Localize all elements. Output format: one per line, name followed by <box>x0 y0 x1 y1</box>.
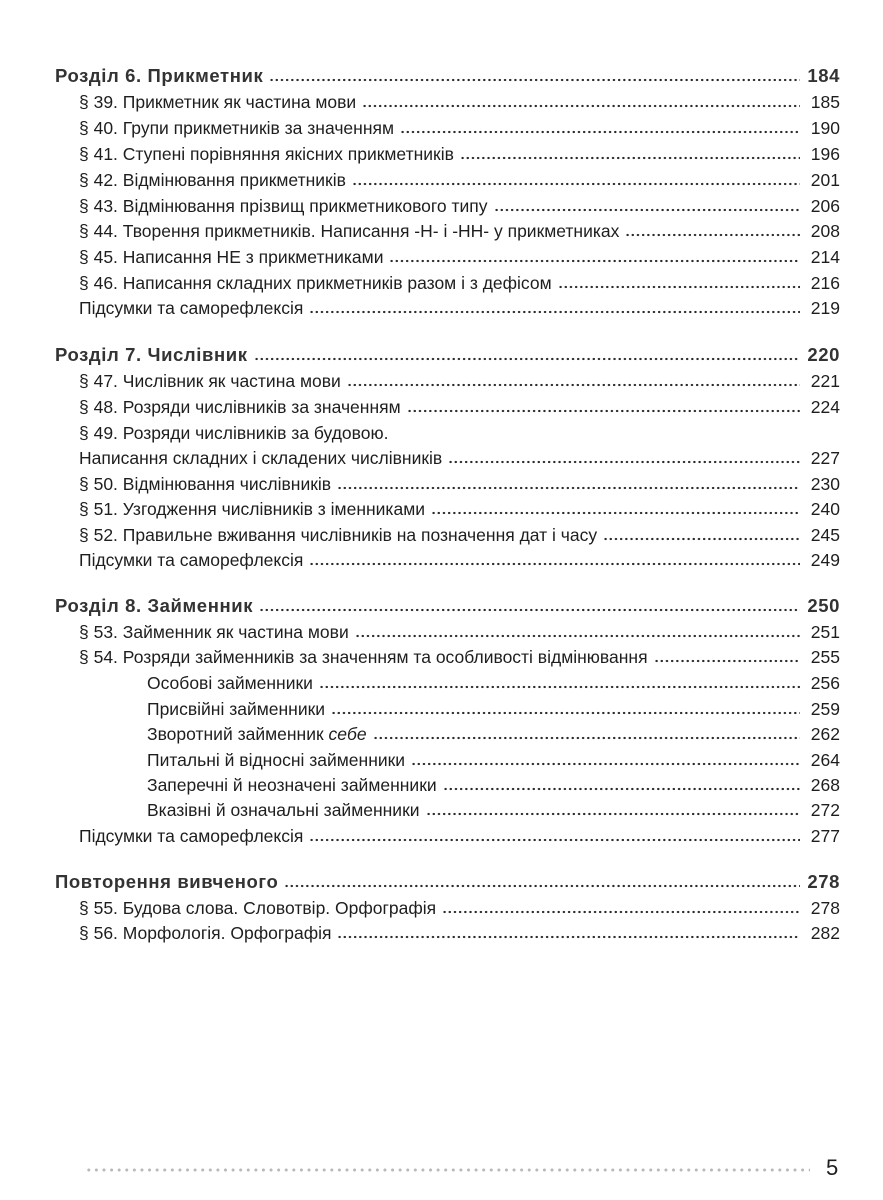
dot-leader <box>362 103 800 109</box>
dot-leader <box>284 883 800 889</box>
toc-entry-title <box>79 523 597 547</box>
toc-entry <box>79 497 840 521</box>
footer-dotted-rule <box>85 1167 810 1173</box>
toc-entry <box>79 896 840 920</box>
toc-entry <box>79 548 840 572</box>
dot-leader <box>394 434 800 440</box>
toc-page-number: 227 <box>810 448 840 468</box>
toc-page-number: 259 <box>810 699 840 719</box>
dot-leader <box>309 561 800 567</box>
toc-page-number: 230 <box>810 474 840 494</box>
toc-page-number: 278 <box>807 871 840 892</box>
toc-entry-label: § 53. Займенник як частина мови <box>79 622 349 642</box>
dot-leader <box>331 710 800 716</box>
toc-page-number: 184 <box>807 65 840 86</box>
dot-leader <box>259 607 800 613</box>
toc-entry-title <box>147 773 437 797</box>
toc-subentry <box>147 748 840 772</box>
toc-entry-title <box>79 645 648 669</box>
toc-subentry <box>147 722 840 746</box>
toc-entry-title <box>79 824 303 848</box>
toc-entry-label: Зворотний займенник <box>147 724 324 744</box>
toc-entry-title <box>79 168 346 192</box>
toc-page-number: 221 <box>810 371 840 391</box>
toc-entry-label: Розділ 8. Займенник <box>55 595 254 616</box>
toc-page-number: 208 <box>810 221 840 241</box>
toc-page-number: 268 <box>810 775 840 795</box>
toc-entry <box>79 446 840 470</box>
toc-entry-title <box>79 472 331 496</box>
dot-leader <box>407 408 800 414</box>
dot-leader <box>347 382 800 388</box>
dot-leader <box>426 811 800 817</box>
dot-leader <box>309 837 800 843</box>
dot-leader <box>448 459 800 465</box>
toc-entry-label: Підсумки та саморефлексія <box>79 298 304 318</box>
toc-entry-label: § 52. Правильне вживання числівників на позначення дат і часу <box>79 525 598 545</box>
toc-entry-title <box>79 548 303 572</box>
toc-entry-label: § 45. Написання НЕ з прикметниками <box>79 247 384 267</box>
toc-page-number: 255 <box>810 647 840 667</box>
toc-entry <box>79 395 840 419</box>
toc-page-number: 282 <box>810 923 840 943</box>
toc-entry-title <box>79 90 356 114</box>
dot-leader <box>603 536 800 542</box>
toc-entry-title <box>147 722 367 746</box>
toc-entry <box>79 271 840 295</box>
toc-section-heading <box>55 64 840 88</box>
toc-entry-title <box>79 116 394 140</box>
toc-entry-label: § 56. Морфологія. Орфографія <box>79 923 332 943</box>
toc-section-heading <box>55 870 840 894</box>
toc-entry <box>79 472 840 496</box>
toc-page-number: 251 <box>810 622 840 642</box>
toc-entry <box>79 523 840 547</box>
toc-entry-title <box>79 497 425 521</box>
dot-leader <box>389 258 800 264</box>
toc-entry-label: § 43. Відмінювання прізвищ прикметникового типу <box>79 196 488 216</box>
toc-entry-label: Розділ 6. Прикметник <box>55 65 264 86</box>
dot-leader <box>411 761 800 767</box>
toc-page-number: 256 <box>810 673 840 693</box>
toc-entry-label: Розділ 7. Числівник <box>55 344 248 365</box>
toc-entry-label: § 40. Групи прикметників за значенням <box>79 118 394 138</box>
toc-entry-label: Підсумки та саморефлексія <box>79 826 304 846</box>
dot-leader <box>337 934 800 940</box>
toc-entry-label: § 41. Ступені порівняння якісних прикметників <box>79 144 454 164</box>
toc-page-number: 220 <box>807 344 840 365</box>
dot-leader <box>254 356 800 362</box>
toc-entry-title <box>55 594 253 618</box>
toc-entry-title <box>147 748 405 772</box>
dot-leader <box>352 181 800 187</box>
toc-entry-label: § 49. Розряди числівників за будовою. <box>79 423 389 443</box>
toc-entry-label: § 42. Відмінювання прикметників <box>79 170 346 190</box>
toc-entry-label: Особові займенники <box>147 673 313 693</box>
toc-entry <box>79 219 840 243</box>
toc-entry-title <box>79 245 383 269</box>
toc-entry-label: § 54. Розряди займенників за значенням та особливості відмінювання <box>79 647 648 667</box>
toc-entry-label-italic: себе <box>328 724 367 744</box>
page-number: 5 <box>826 1155 839 1180</box>
toc-subentry <box>147 671 840 695</box>
toc-entry-label: Повторення вивченого <box>55 871 279 892</box>
toc-entry <box>79 620 840 644</box>
toc-entry-title <box>79 921 331 945</box>
dot-leader <box>309 309 800 315</box>
dot-leader <box>558 284 800 290</box>
toc-entry-label: Заперечні й неозначені займенники <box>147 775 437 795</box>
toc-entry-title <box>55 343 248 367</box>
toc-entry-label: § 39. Прикметник як частина мови <box>79 92 357 112</box>
toc-entry <box>79 421 840 445</box>
dot-leader <box>269 77 800 83</box>
dot-leader <box>443 786 800 792</box>
dot-leader <box>460 155 800 161</box>
toc-page-number: 240 <box>810 499 840 519</box>
toc-entry-title <box>79 369 341 393</box>
toc-entry <box>79 921 840 945</box>
toc-entry-title <box>79 620 349 644</box>
toc-entry-title <box>79 142 454 166</box>
toc-entry <box>79 645 840 669</box>
toc-entry-label: § 44. Творення прикметників. Написання -Н- і -НН- у прикметниках <box>79 221 620 241</box>
toc-entry-title <box>147 697 325 721</box>
toc-entry <box>79 116 840 140</box>
toc-entry <box>79 194 840 218</box>
toc-entry-title <box>147 671 313 695</box>
toc-entry-title <box>55 64 263 88</box>
toc-entry-label: Написання складних і складених числівників <box>79 448 443 468</box>
toc-entry-label: § 47. Числівник як частина мови <box>79 371 341 391</box>
toc-entry-label: Присвійні займенники <box>147 699 326 719</box>
toc-subentry <box>147 798 840 822</box>
dot-leader <box>319 684 800 690</box>
toc-entry <box>79 90 840 114</box>
toc-page-number: 277 <box>810 826 840 846</box>
toc-entry-title <box>79 395 401 419</box>
toc-entry-label: Вказівні й означальні займенники <box>147 800 420 820</box>
dot-leader <box>442 909 800 915</box>
toc-entry <box>79 142 840 166</box>
toc-entry-title <box>79 896 436 920</box>
toc-entry-title <box>79 219 619 243</box>
toc-entry-label: § 46. Написання складних прикметників разом і з дефісом <box>79 273 552 293</box>
toc-page-number: 190 <box>810 118 840 138</box>
dot-leader <box>373 735 800 741</box>
toc-section-heading <box>55 594 840 618</box>
toc-page-number: 214 <box>810 247 840 267</box>
toc-entry-label: § 55. Будова слова. Словотвір. Орфографія <box>79 898 437 918</box>
toc-entry-title <box>79 194 488 218</box>
toc-page-number: 206 <box>810 196 840 216</box>
toc-entry <box>79 824 840 848</box>
toc-entry-title <box>79 271 552 295</box>
toc-page-number: 224 <box>810 397 840 417</box>
toc-page-number: 216 <box>810 273 840 293</box>
toc-entry-title <box>79 296 303 320</box>
toc-entry-title <box>79 446 442 470</box>
dot-leader <box>625 232 800 238</box>
toc-page-number: 262 <box>810 724 840 744</box>
toc-page-number: 264 <box>810 750 840 770</box>
toc-page-number: 185 <box>810 92 840 112</box>
toc-entry-label: § 50. Відмінювання числівників <box>79 474 332 494</box>
toc-page-number: 250 <box>807 595 840 616</box>
dot-leader <box>654 658 800 664</box>
toc-entry-title <box>147 798 420 822</box>
toc-section-heading <box>55 343 840 367</box>
toc-page-number: 196 <box>810 144 840 164</box>
toc-page-number: 249 <box>810 550 840 570</box>
toc-page-number: 219 <box>810 298 840 318</box>
toc-entry <box>79 168 840 192</box>
toc-entry <box>79 369 840 393</box>
toc-entry-label: § 51. Узгодження числівників з іменниками <box>79 499 426 519</box>
dot-leader <box>494 207 800 213</box>
toc-page-number: 272 <box>810 800 840 820</box>
toc-entry-label: Підсумки та саморефлексія <box>79 550 304 570</box>
dot-leader <box>337 485 800 491</box>
dot-leader <box>355 633 800 639</box>
toc-entry <box>79 245 840 269</box>
toc-subentry <box>147 697 840 721</box>
toc-entry-title <box>79 421 388 445</box>
toc-entry <box>79 296 840 320</box>
dot-leader <box>400 129 800 135</box>
toc-page-number: 278 <box>810 898 840 918</box>
toc-page-number: 245 <box>810 525 840 545</box>
toc-entry-title <box>55 870 278 894</box>
toc-entry-label: Питальні й відносні займенники <box>147 750 406 770</box>
toc-subentry <box>147 773 840 797</box>
dot-leader <box>431 510 800 516</box>
toc-page-number: 201 <box>810 170 840 190</box>
toc-entry-label: § 48. Розряди числівників за значенням <box>79 397 401 417</box>
